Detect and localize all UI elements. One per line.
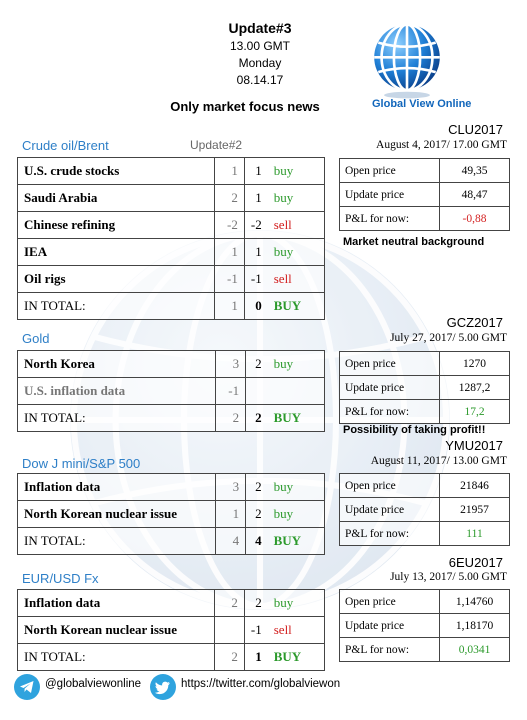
factors-table-gold bbox=[17, 350, 325, 432]
pl-label: P&L for now: bbox=[340, 638, 440, 662]
globe-icon bbox=[366, 18, 448, 100]
factor-label: North Korean nuclear issue bbox=[18, 501, 216, 528]
factor-signal: sell bbox=[268, 266, 325, 293]
factor-signal: buy bbox=[268, 474, 325, 501]
factor-signal bbox=[268, 378, 325, 405]
pl-value: 0,0341 bbox=[440, 638, 510, 662]
total-signal: BUY bbox=[268, 528, 325, 555]
table-row bbox=[18, 158, 325, 185]
factor-curr: 2 bbox=[244, 590, 267, 617]
factor-signal: buy bbox=[268, 590, 325, 617]
factors-table-eurusd bbox=[17, 589, 325, 671]
update-price-label: Update price bbox=[340, 614, 440, 638]
factor-curr: 2 bbox=[246, 474, 268, 501]
pl-value: -0,88 bbox=[440, 207, 510, 231]
factor-prev: 3 bbox=[216, 351, 246, 378]
factor-curr: -1 bbox=[244, 617, 267, 644]
table-row bbox=[340, 183, 510, 207]
factor-label: Oil rigs bbox=[18, 266, 215, 293]
section-title-gold: Gold bbox=[22, 331, 50, 346]
factor-prev: 1 bbox=[214, 239, 244, 266]
instrument-date-6eu2017: July 13, 2017/ 5.00 GMT bbox=[390, 571, 507, 583]
update-price-label: Update price bbox=[340, 183, 440, 207]
factors-table-dow bbox=[17, 473, 325, 555]
report-date: 08.14.17 bbox=[236, 73, 284, 87]
report-time: 13.00 GMT bbox=[229, 39, 291, 53]
total-curr: 0 bbox=[244, 293, 267, 320]
open-price-value: 49,35 bbox=[440, 159, 510, 183]
update-price-label: Update price bbox=[340, 498, 440, 522]
table-row bbox=[18, 378, 325, 405]
table-row bbox=[340, 522, 510, 546]
total-signal: BUY bbox=[268, 405, 325, 432]
table-row bbox=[18, 617, 325, 644]
table-row bbox=[18, 185, 325, 212]
telegram-icon[interactable] bbox=[14, 674, 40, 700]
table-row bbox=[18, 474, 325, 501]
pl-label: P&L for now: bbox=[340, 522, 440, 546]
table-row bbox=[340, 376, 510, 400]
report-day: Monday bbox=[238, 56, 282, 70]
brand-name: Global View Online bbox=[372, 98, 472, 110]
table-row bbox=[340, 159, 510, 183]
open-price-value: 1,14760 bbox=[440, 590, 510, 614]
table-row bbox=[340, 590, 510, 614]
table-row bbox=[340, 474, 510, 498]
table-row-total bbox=[18, 528, 325, 555]
factor-prev: 1 bbox=[216, 501, 246, 528]
factor-label: Inflation data bbox=[18, 474, 216, 501]
instrument-date-gcz2017: July 27, 2017/ 5.00 GMT bbox=[390, 332, 507, 344]
pl-value: 17,2 bbox=[440, 400, 510, 424]
table-row bbox=[340, 400, 510, 424]
factor-signal: buy bbox=[268, 239, 325, 266]
instrument-code-6eu2017: 6EU2017 bbox=[448, 555, 503, 570]
table-row bbox=[340, 638, 510, 662]
factor-curr: -2 bbox=[244, 212, 267, 239]
factor-prev: 3 bbox=[216, 474, 246, 501]
table-row bbox=[340, 614, 510, 638]
open-price-label: Open price bbox=[340, 474, 440, 498]
table-row bbox=[340, 352, 510, 376]
table-row bbox=[18, 212, 325, 239]
instrument-date-ymu2017: August 11, 2017/ 13.00 GMT bbox=[370, 455, 507, 467]
total-label: IN TOTAL: bbox=[18, 644, 215, 671]
instrument-code-ymu2017: YMU2017 bbox=[445, 438, 503, 453]
pl-value: 111 bbox=[440, 522, 510, 546]
update-price-value: 48,47 bbox=[440, 183, 510, 207]
factor-curr: 1 bbox=[244, 158, 267, 185]
factor-prev: 2 bbox=[214, 185, 244, 212]
factor-curr: -1 bbox=[244, 266, 267, 293]
table-row bbox=[18, 501, 325, 528]
open-price-value: 1270 bbox=[440, 352, 510, 376]
total-label: IN TOTAL: bbox=[18, 528, 216, 555]
total-curr: 4 bbox=[246, 528, 268, 555]
factor-prev bbox=[215, 617, 245, 644]
factor-curr: 2 bbox=[246, 501, 268, 528]
update-price-value: 1287,2 bbox=[440, 376, 510, 400]
report-title: Update#3 bbox=[228, 20, 292, 36]
open-price-label: Open price bbox=[340, 159, 440, 183]
factor-label: Chinese refining bbox=[18, 212, 215, 239]
instrument-date-clu2017: August 4, 2017/ 17.00 GMT bbox=[376, 139, 507, 151]
factor-label: U.S. inflation data bbox=[18, 378, 216, 405]
table-row bbox=[18, 590, 325, 617]
twitter-icon[interactable] bbox=[150, 674, 176, 700]
factors-table-crude bbox=[17, 157, 325, 320]
total-signal: BUY bbox=[268, 644, 325, 671]
factor-curr: 1 bbox=[244, 239, 267, 266]
factor-prev: 1 bbox=[214, 158, 244, 185]
total-label: IN TOTAL: bbox=[18, 293, 215, 320]
note-market-neutral: Market neutral background bbox=[343, 236, 485, 248]
total-signal: BUY bbox=[268, 293, 325, 320]
table-row bbox=[18, 239, 325, 266]
section-subtitle-update2: Update#2 bbox=[190, 138, 243, 152]
total-curr: 1 bbox=[244, 644, 267, 671]
factor-prev: -1 bbox=[216, 378, 246, 405]
factor-label: IEA bbox=[18, 239, 215, 266]
open-price-value: 21846 bbox=[440, 474, 510, 498]
factor-signal: buy bbox=[268, 158, 325, 185]
table-row-total bbox=[18, 644, 325, 671]
note-taking-profit: Possibility of taking profit!! bbox=[343, 424, 486, 436]
table-row bbox=[18, 266, 325, 293]
telegram-handle[interactable]: @globalviewonline bbox=[45, 678, 142, 690]
total-prev: 2 bbox=[215, 644, 245, 671]
section-title-dow: Dow J mini/S&P 500 bbox=[22, 456, 141, 471]
total-prev: 1 bbox=[214, 293, 244, 320]
factor-signal: buy bbox=[268, 501, 325, 528]
factor-label: Saudi Arabia bbox=[18, 185, 215, 212]
focus-subtitle: Only market focus news bbox=[170, 99, 320, 114]
total-label: IN TOTAL: bbox=[18, 405, 216, 432]
factor-label: Inflation data bbox=[18, 590, 215, 617]
factor-prev: -2 bbox=[214, 212, 244, 239]
factor-prev: -1 bbox=[214, 266, 244, 293]
price-table-gcz2017 bbox=[339, 351, 510, 424]
table-row bbox=[340, 207, 510, 231]
update-price-value: 21957 bbox=[440, 498, 510, 522]
factor-curr: 1 bbox=[244, 185, 267, 212]
factor-signal: sell bbox=[268, 617, 325, 644]
factor-label: North Korean nuclear issue bbox=[18, 617, 215, 644]
open-price-label: Open price bbox=[340, 352, 440, 376]
table-row-total bbox=[18, 293, 325, 320]
factor-label: North Korea bbox=[18, 351, 216, 378]
factor-signal: buy bbox=[268, 351, 325, 378]
price-table-clu2017 bbox=[339, 158, 510, 231]
total-prev: 2 bbox=[216, 405, 246, 432]
total-curr: 2 bbox=[246, 405, 268, 432]
factor-prev: 2 bbox=[215, 590, 245, 617]
update-price-value: 1,18170 bbox=[440, 614, 510, 638]
twitter-link[interactable]: https://twitter.com/globalviewon bbox=[181, 678, 341, 690]
total-prev: 4 bbox=[216, 528, 246, 555]
factor-signal: sell bbox=[268, 212, 325, 239]
section-title-crude: Crude oil/Brent bbox=[22, 138, 109, 153]
table-row-total bbox=[18, 405, 325, 432]
factor-signal: buy bbox=[268, 185, 325, 212]
open-price-label: Open price bbox=[340, 590, 440, 614]
instrument-code-gcz2017: GCZ2017 bbox=[446, 315, 503, 330]
price-table-6eu2017 bbox=[339, 589, 510, 662]
table-row bbox=[18, 351, 325, 378]
table-row bbox=[340, 498, 510, 522]
instrument-code-clu2017: CLU2017 bbox=[448, 122, 503, 137]
factor-curr: 2 bbox=[246, 351, 268, 378]
section-title-eurusd: EUR/USD Fx bbox=[22, 571, 99, 586]
pl-label: P&L for now: bbox=[340, 207, 440, 231]
price-table-ymu2017 bbox=[339, 473, 510, 546]
pl-label: P&L for now: bbox=[340, 400, 440, 424]
factor-curr bbox=[246, 378, 268, 405]
update-price-label: Update price bbox=[340, 376, 440, 400]
factor-label: U.S. crude stocks bbox=[18, 158, 215, 185]
